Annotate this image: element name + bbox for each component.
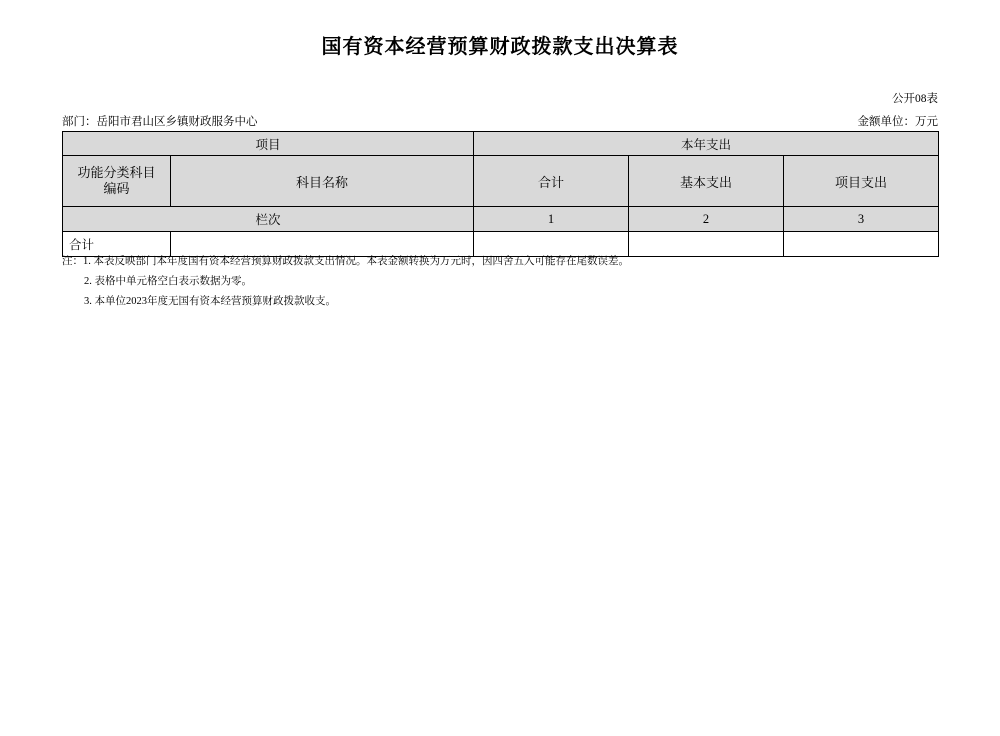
note-text-3: 3. 本单位2023年度无国有资本经营预算财政拨款收支。	[84, 295, 336, 307]
amount-unit-label: 金额单位：万元	[857, 116, 938, 128]
header-item-group: 项目	[63, 132, 474, 156]
budget-table	[62, 131, 939, 257]
sheet-code: 公开08表	[892, 93, 938, 105]
column-number-3: 3	[784, 207, 939, 232]
header-function-code-line1: 功能分类科目	[77, 164, 156, 180]
row-total-code: 合计	[63, 232, 171, 257]
table-column-number-row	[63, 207, 939, 232]
document-page	[0, 30, 1000, 736]
notes-prefix: 注：	[62, 256, 83, 267]
header-project-expenditure: 项目支出	[784, 156, 939, 207]
table-header-group-row	[63, 132, 939, 156]
note-text-1: 1. 本表反映部门本年度国有资本经营预算财政拨款支出情况。本表金额转换为万元时，因四舍五入可能存在尾数误差。	[83, 256, 629, 267]
page-title: 国有资本经营预算财政拨款支出决算表	[321, 36, 679, 58]
header-function-code-line2: 编码	[103, 181, 130, 196]
table-header-columns-row	[63, 156, 939, 207]
header-subject-name: 科目名称	[171, 156, 474, 207]
note-item-1	[62, 252, 942, 272]
column-number-2: 2	[629, 207, 784, 232]
meta-row	[62, 113, 938, 129]
note-item-2	[62, 272, 942, 292]
header-total: 合计	[474, 156, 629, 207]
header-function-code	[63, 156, 171, 207]
header-column-index-label: 栏次	[63, 207, 474, 232]
header-current-year-group: 本年支出	[474, 132, 939, 156]
notes-block	[62, 252, 942, 312]
department-label: 部门：岳阳市君山区乡镇财政服务中心	[62, 116, 258, 128]
column-number-1: 1	[474, 207, 629, 232]
header-basic-expenditure: 基本支出	[629, 156, 784, 207]
note-item-3	[62, 292, 942, 312]
note-text-2: 2. 表格中单元格空白表示数据为零。	[84, 275, 252, 287]
